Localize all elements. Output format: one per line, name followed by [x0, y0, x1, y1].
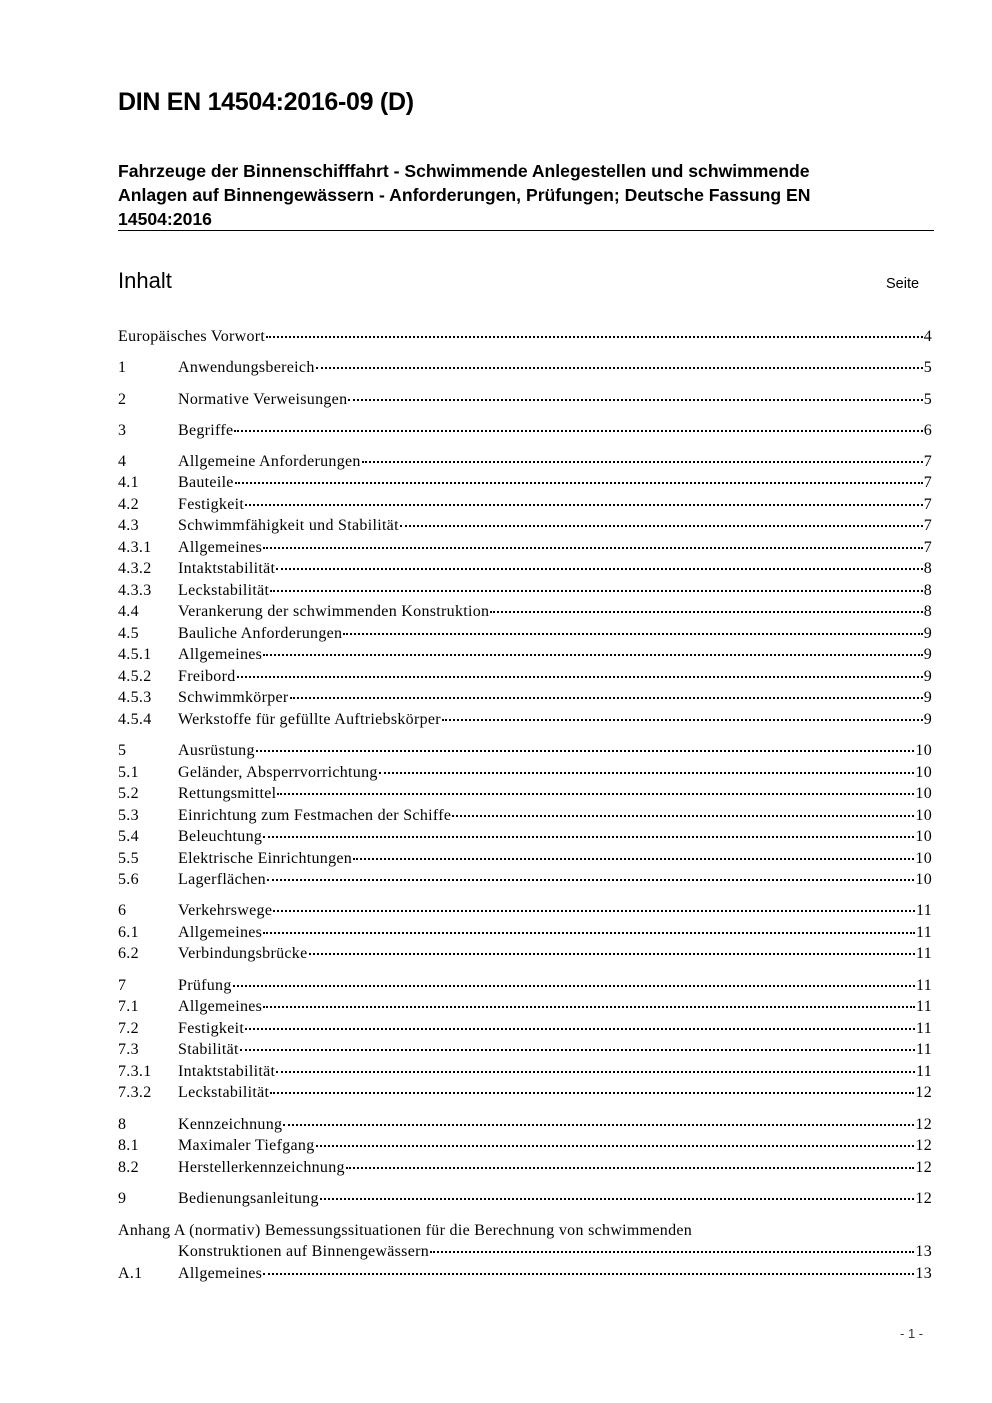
toc-entry-page: 7 [923, 496, 932, 513]
toc-entry-page: 11 [915, 1020, 932, 1037]
toc-entry-title: Kennzeichnung [178, 1116, 283, 1133]
toc-entry-number: A.1 [118, 1265, 143, 1282]
toc-dot-leader [430, 1250, 914, 1253]
toc-entry-page: 10 [915, 850, 932, 867]
toc-entry-page: 9 [923, 646, 932, 663]
toc-entry-title: Einrichtung zum Festmachen der Schiffe [178, 807, 452, 824]
toc-entry[interactable] [118, 1135, 932, 1156]
toc-dot-leader [353, 857, 914, 860]
toc-entry[interactable] [118, 666, 932, 687]
toc-entry[interactable] [118, 1082, 932, 1103]
toc-dot-leader [263, 1005, 915, 1008]
toc-entry-page: 6 [923, 422, 932, 439]
toc-entry[interactable] [118, 515, 932, 536]
toc-entry-page: 13 [915, 1243, 932, 1260]
toc-dot-leader [452, 814, 914, 817]
toc-dot-leader [237, 675, 923, 678]
toc-entry-title: Rettungsmittel [178, 785, 277, 802]
toc-entry-page: 13 [915, 1265, 932, 1282]
toc-dot-leader [283, 1123, 914, 1126]
toc-entry-number: 7.3.1 [118, 1063, 152, 1080]
toc-entry-title: Schwimmfähigkeit und Stabilität [178, 517, 399, 534]
toc-entry-number: 4.4 [118, 603, 139, 620]
toc-entry-number: 5.5 [118, 850, 139, 867]
toc-entry-number: 4.3 [118, 517, 139, 534]
toc-entry-page: 8 [923, 603, 932, 620]
toc-entry[interactable] [118, 1018, 932, 1039]
toc-dot-leader [263, 931, 915, 934]
toc-entry-number: 5.3 [118, 807, 139, 824]
toc-dot-leader [316, 1144, 915, 1147]
toc-entry-title: Allgemeines [178, 539, 263, 556]
toc-entry-title: Maximaler Tiefgang [178, 1137, 315, 1154]
toc-entry[interactable] [118, 762, 932, 783]
toc-entry-title: Leckstabilität [178, 1084, 270, 1101]
toc-entry-title: Europäisches Vorwort [118, 328, 266, 345]
toc-entry[interactable] [118, 1241, 932, 1262]
subtitle-line: Fahrzeuge der Binnenschifffahrt - Schwimmende Anlegestellen und schwimmende [118, 161, 810, 181]
toc-entry-page: 9 [923, 689, 932, 706]
toc-entry-page: 11 [915, 924, 932, 941]
toc-entry-number: 5.1 [118, 764, 139, 781]
toc-entry-page: 10 [915, 742, 932, 759]
toc-entry-title: Beleuchtung [178, 828, 263, 845]
document-id: DIN EN 14504:2016-09 (D) [118, 88, 414, 116]
toc-entry-page: 10 [915, 807, 932, 824]
toc-entry-page: 7 [923, 517, 932, 534]
toc-entry-page: 11 [915, 902, 932, 919]
toc-entry-title: Begriffe [178, 422, 234, 439]
toc-entry[interactable] [118, 1188, 932, 1209]
toc-entry-number: 4.5.4 [118, 711, 152, 728]
toc-entry-page: 4 [923, 328, 932, 345]
toc-entry[interactable] [118, 1114, 932, 1135]
toc-entry-number: 4.5.2 [118, 668, 152, 685]
toc-entry[interactable] [118, 580, 932, 601]
toc-dot-leader [263, 546, 923, 549]
toc-entry[interactable] [118, 472, 932, 493]
toc-entry-number: 5.6 [118, 871, 139, 888]
toc-entry-title: Ausrüstung [178, 742, 255, 759]
toc-dot-leader [267, 878, 914, 881]
toc-entry-title: Schwimmkörper [178, 689, 289, 706]
toc-entry-page: 11 [915, 998, 932, 1015]
toc-entry-page: 8 [923, 582, 932, 599]
toc-entry[interactable] [118, 451, 932, 472]
toc-entry-page: 12 [915, 1116, 932, 1133]
toc-entry-title: Elektrische Einrichtungen [178, 850, 353, 867]
toc-entry-number: 6 [118, 902, 127, 919]
toc-entry-title: Verbindungsbrücke [178, 945, 308, 962]
toc-entry[interactable] [118, 826, 932, 847]
toc-dot-leader [235, 481, 923, 484]
toc-entry-number: 4.1 [118, 474, 139, 491]
toc-dot-leader [400, 524, 923, 527]
toc-dot-leader [348, 398, 922, 401]
toc-entry-number: 4.3.1 [118, 539, 152, 556]
toc-entry-number: 4.3.2 [118, 560, 152, 577]
toc-entry-number: 7.1 [118, 998, 139, 1015]
toc-entry[interactable] [118, 494, 932, 515]
toc-entry-title: Herstellerkennzeichnung [178, 1159, 345, 1176]
toc-entry-title: Bauliche Anforderungen [178, 625, 343, 642]
toc-entry-number: 4.5.3 [118, 689, 152, 706]
toc-entry[interactable] [118, 1157, 932, 1178]
toc-dot-leader [379, 771, 915, 774]
toc-entry-title: Intaktstabilität [178, 560, 276, 577]
toc-entry-number: 7.3.2 [118, 1084, 152, 1101]
toc-entry-page: 5 [923, 391, 932, 408]
toc-entry-title: Lagerflächen [178, 871, 266, 888]
toc-entry[interactable] [118, 848, 932, 869]
toc-entry-page: 5 [923, 359, 932, 376]
toc-entry[interactable] [118, 1061, 932, 1082]
toc-dot-leader [490, 610, 922, 613]
toc-entry-number: 4.3.3 [118, 582, 152, 599]
toc-entry-number: 8 [118, 1116, 127, 1133]
toc-dot-leader [343, 632, 922, 635]
toc-entry-number: 6.2 [118, 945, 139, 962]
toc-page-column-label: Seite [886, 276, 920, 292]
toc-entry[interactable] [118, 783, 932, 804]
toc-entry-title: Festigkeit [178, 496, 245, 513]
toc-entry-title: Intaktstabilität [178, 1063, 276, 1080]
toc-dot-leader [320, 1197, 915, 1200]
toc-entry[interactable] [118, 975, 932, 996]
toc-entry[interactable] [118, 687, 932, 708]
toc-entry-title: Allgemeines [178, 998, 263, 1015]
toc-dot-leader [346, 1166, 915, 1169]
toc-entry-page: 7 [923, 453, 932, 470]
toc-entry-number: 7.3 [118, 1041, 139, 1058]
toc-entry[interactable] [118, 420, 932, 441]
toc-entry-page: 11 [915, 945, 932, 962]
toc-entry-page: 9 [923, 711, 932, 728]
toc-entry[interactable] [118, 601, 932, 622]
toc-entry-title: Leckstabilität [178, 582, 270, 599]
toc-entry-page: 7 [923, 539, 932, 556]
toc-entry[interactable] [118, 326, 932, 347]
toc-dot-leader [270, 589, 922, 592]
toc-entry-page: 12 [915, 1159, 932, 1176]
toc-dot-leader [277, 792, 914, 795]
toc-entry-page: 10 [915, 871, 932, 888]
toc-entry-page: 12 [915, 1190, 932, 1207]
toc-entry-title: Prüfung [178, 977, 232, 994]
toc-entry-page: 11 [915, 1063, 932, 1080]
toc-dot-leader [266, 335, 923, 338]
toc-entry-number: 8.1 [118, 1137, 139, 1154]
toc-entry-title: Allgemeines [178, 646, 263, 663]
annex-heading-line: Anhang A (normativ) Bemessungssituationen für die Berechnung von schwimmenden [118, 1222, 693, 1239]
toc-entry-title: Werkstoffe für gefüllte Auftriebskörper [178, 711, 441, 728]
toc-entry-number: 5 [118, 742, 127, 759]
toc-entry[interactable] [118, 805, 932, 826]
toc-entry-title: Allgemeines [178, 924, 263, 941]
toc-dot-leader [276, 567, 922, 570]
toc-entry[interactable] [118, 740, 932, 761]
toc-dot-leader [245, 1027, 915, 1030]
toc-entry-number: 6.1 [118, 924, 139, 941]
toc-entry[interactable] [118, 623, 932, 644]
toc-dot-leader [240, 1048, 915, 1051]
toc-entry[interactable] [118, 1263, 932, 1284]
toc-entry[interactable] [118, 357, 932, 378]
toc-entry-title: Festigkeit [178, 1020, 245, 1037]
toc-entry[interactable] [118, 1039, 932, 1060]
toc-dot-leader [276, 1070, 915, 1073]
toc-heading: Inhalt [118, 268, 172, 293]
toc-dot-leader [256, 749, 915, 752]
toc-entry-title: Bauteile [178, 474, 234, 491]
toc-entry-page: 10 [915, 764, 932, 781]
toc-entry-title: Anwendungsbereich [178, 359, 315, 376]
toc-entry-number: 4 [118, 453, 127, 470]
subtitle-line: 14504:2016 [118, 209, 212, 229]
header-divider [118, 230, 934, 231]
toc-entry[interactable] [118, 996, 932, 1017]
toc-entry-number: 2 [118, 391, 127, 408]
toc-entry[interactable] [118, 644, 932, 665]
toc-entry-title: Konstruktionen auf Binnengewässern [178, 1243, 430, 1260]
toc-dot-leader [290, 696, 923, 699]
toc-entry-title: Freibord [178, 668, 236, 685]
toc-entry-title: Stabilität [178, 1041, 239, 1058]
toc-entry-page: 11 [915, 1041, 932, 1058]
document-subtitle [118, 159, 918, 231]
toc-entry-title: Allgemeine Anforderungen [178, 453, 361, 470]
subtitle-line: Anlagen auf Binnengewässern - Anforderungen, Prüfungen; Deutsche Fassung EN [118, 185, 811, 205]
toc-entry-page: 9 [923, 668, 932, 685]
toc-entry-page: 12 [915, 1084, 932, 1101]
toc-dot-leader [442, 718, 923, 721]
toc-entry-page: 7 [923, 474, 932, 491]
toc-entry-number: 1 [118, 359, 127, 376]
toc-entry-number: 8.2 [118, 1159, 139, 1176]
toc-dot-leader [233, 984, 915, 987]
toc-dot-leader [263, 1272, 914, 1275]
toc-entry[interactable] [118, 900, 932, 921]
toc-dot-leader [362, 460, 923, 463]
toc-entry-title: Bedienungsanleitung [178, 1190, 319, 1207]
toc-entry-page: 11 [915, 977, 932, 994]
toc-entry-number: 4.5.1 [118, 646, 152, 663]
toc-entry-page: 10 [915, 785, 932, 802]
toc-entry-number: 4.2 [118, 496, 139, 513]
page-number: - 1 - [900, 1326, 924, 1341]
toc-entry-title: Normative Verweisungen [178, 391, 348, 408]
toc-entry-number: 7.2 [118, 1020, 139, 1037]
toc-dot-leader [273, 909, 915, 912]
toc-entry[interactable] [118, 389, 932, 410]
toc-entry-number: 5.4 [118, 828, 139, 845]
toc-dot-leader [234, 429, 922, 432]
toc-entry-page: 9 [923, 625, 932, 642]
toc-entry-number: 7 [118, 977, 127, 994]
toc-dot-leader [270, 1091, 914, 1094]
toc-entry[interactable] [118, 709, 932, 730]
toc-dot-leader [263, 653, 923, 656]
toc-entry[interactable] [118, 869, 932, 890]
toc-entry[interactable] [118, 943, 932, 964]
toc-entry-page: 8 [923, 560, 932, 577]
toc-entry-number: 9 [118, 1190, 127, 1207]
toc-dot-leader [309, 952, 915, 955]
toc-dot-leader [245, 503, 923, 506]
toc-entry-number: 4.5 [118, 625, 139, 642]
toc-entry-title: Verankerung der schwimmenden Konstruktion [178, 603, 490, 620]
toc-entry-title: Allgemeines [178, 1265, 263, 1282]
toc-dot-leader [263, 835, 914, 838]
toc-entry-title: Geländer, Absperrvorrichtung [178, 764, 378, 781]
toc-dot-leader [316, 366, 923, 369]
toc-entry[interactable] [118, 922, 932, 943]
toc-entry[interactable] [118, 558, 932, 579]
toc-entry-page: 12 [915, 1137, 932, 1154]
toc-entry[interactable] [118, 537, 932, 558]
toc-entry-number: 3 [118, 422, 127, 439]
toc-entry-title: Verkehrswege [178, 902, 273, 919]
toc-entry-number: 5.2 [118, 785, 139, 802]
toc-entry-page: 10 [915, 828, 932, 845]
